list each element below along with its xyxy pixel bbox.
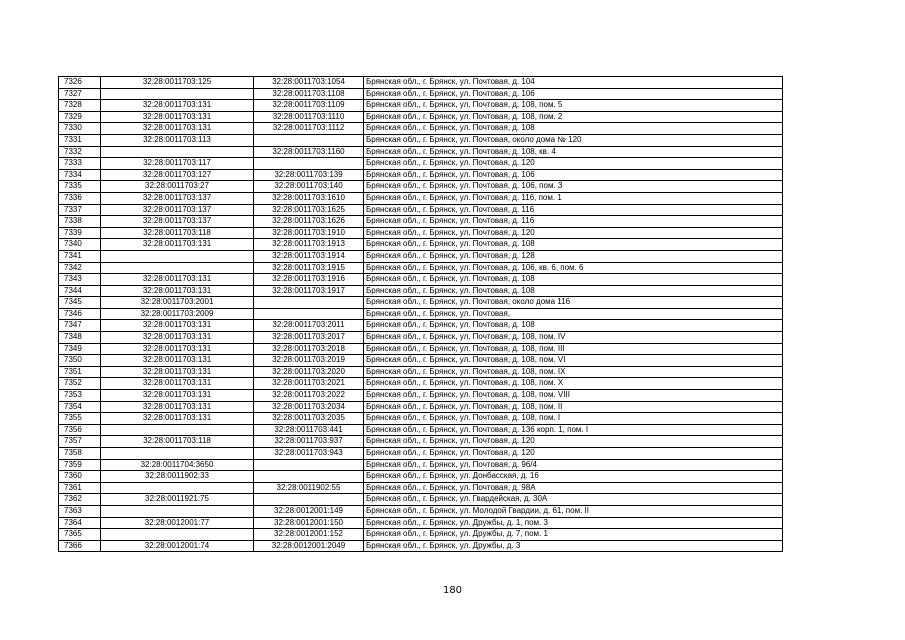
- object-number-cell: 32:28:0012001:150: [254, 517, 364, 529]
- row-number-cell: 7327: [59, 88, 101, 100]
- row-number-cell: 7363: [59, 505, 101, 517]
- object-number-cell: 32:28:0011703:2022: [254, 390, 364, 402]
- row-number-cell: 7366: [59, 540, 101, 552]
- table-row: [59, 308, 783, 320]
- object-number-cell: 32:28:0011703:2018: [254, 343, 364, 355]
- object-number-cell: [254, 471, 364, 483]
- table-row: [59, 343, 783, 355]
- parcel-number-cell: [101, 448, 254, 460]
- object-number-cell: [254, 158, 364, 170]
- row-number-cell: 7335: [59, 181, 101, 193]
- address-cell: Брянская обл., г. Брянск, ул. Почтовая, около дома 116: [364, 297, 783, 309]
- object-number-cell: 32:28:0012001:2049: [254, 540, 364, 552]
- address-cell: Брянская обл., г. Брянск, ул. Почтовая, д. 98А: [364, 482, 783, 494]
- table-row: [59, 239, 783, 251]
- parcel-number-cell: 32:28:0011703:131: [101, 320, 254, 332]
- address-cell: Брянская обл., г. Брянск, ул. Почтовая, д. 116: [364, 204, 783, 216]
- address-cell: Брянская обл., г. Брянск, ул. Почтовая, д. 106, пом. 3: [364, 181, 783, 193]
- address-cell: Брянская обл., г. Брянск, ул. Гвардейская, д. 30А: [364, 494, 783, 506]
- address-cell: Брянская обл., г. Брянск, ул. Почтовая,: [364, 308, 783, 320]
- address-cell: Брянская обл., г. Брянск, ул. Почтовая, д. 120: [364, 436, 783, 448]
- parcel-number-cell: 32:28:0011703:118: [101, 436, 254, 448]
- row-number-cell: 7337: [59, 204, 101, 216]
- object-number-cell: 32:28:0011703:2034: [254, 401, 364, 413]
- parcel-number-cell: 32:28:0011703:131: [101, 390, 254, 402]
- row-number-cell: 7334: [59, 169, 101, 181]
- table-row: [59, 88, 783, 100]
- parcel-number-cell: 32:28:0012001:77: [101, 517, 254, 529]
- parcel-number-cell: 32:28:0011703:131: [101, 413, 254, 425]
- parcel-number-cell: 32:28:0011704:3650: [101, 459, 254, 471]
- row-number-cell: 7344: [59, 285, 101, 297]
- row-number-cell: 7350: [59, 355, 101, 367]
- row-number-cell: 7326: [59, 77, 101, 89]
- table-row: [59, 262, 783, 274]
- table-row: [59, 448, 783, 460]
- address-cell: Брянская обл., г. Брянск, ул. Почтовая, д. 108: [364, 320, 783, 332]
- address-cell: Брянская обл., г. Брянск, ул. Почтовая, д. 108, пом. VI: [364, 355, 783, 367]
- parcel-number-cell: 32:28:0011703:2001: [101, 297, 254, 309]
- row-number-cell: 7351: [59, 366, 101, 378]
- object-number-cell: 32:28:0011703:1109: [254, 100, 364, 112]
- parcel-number-cell: 32:28:0011703:131: [101, 355, 254, 367]
- address-cell: Брянская обл., г. Брянск, ул. Почтовая, д. 120: [364, 158, 783, 170]
- table-row: [59, 424, 783, 436]
- table-row: [59, 378, 783, 390]
- parcel-number-cell: 32:28:0011703:131: [101, 378, 254, 390]
- row-number-cell: 7359: [59, 459, 101, 471]
- address-cell: Брянская обл., г. Брянск, ул. Почтовая, д. 120: [364, 227, 783, 239]
- row-number-cell: 7358: [59, 448, 101, 460]
- parcel-number-cell: [101, 88, 254, 100]
- table-row: [59, 297, 783, 309]
- address-cell: Брянская обл., г. Брянск, ул. Почтовая, д. 106: [364, 88, 783, 100]
- address-cell: Брянская обл., г. Брянск, ул. Донбасская, д. 16: [364, 471, 783, 483]
- address-cell: Брянская обл., г. Брянск, ул. Почтовая, д. 108, пом. VIII: [364, 390, 783, 402]
- address-cell: Брянская обл., г. Брянск, ул. Почтовая, д. 106, кв. 6, пом. 6: [364, 262, 783, 274]
- table-row: [59, 320, 783, 332]
- address-cell: Брянская обл., г. Брянск, ул. Почтовая, д. 136 корп. 1, пом. I: [364, 424, 783, 436]
- row-number-cell: 7361: [59, 482, 101, 494]
- address-cell: Брянская обл., г. Брянск, ул. Почтовая, д. 108, пом. IV: [364, 332, 783, 344]
- address-cell: Брянская обл., г. Брянск, ул. Почтовая, д. 104: [364, 77, 783, 89]
- row-number-cell: 7341: [59, 250, 101, 262]
- row-number-cell: 7342: [59, 262, 101, 274]
- table-row: [59, 146, 783, 158]
- address-cell: Брянская обл., г. Брянск, ул. Почтовая, д. 108: [364, 123, 783, 135]
- table-row: [59, 169, 783, 181]
- table-row: [59, 192, 783, 204]
- parcel-number-cell: 32:28:0011703:27: [101, 181, 254, 193]
- row-number-cell: 7331: [59, 134, 101, 146]
- parcel-number-cell: 32:28:0011703:131: [101, 332, 254, 344]
- parcel-number-cell: 32:28:0011703:131: [101, 100, 254, 112]
- address-cell: Брянская обл., г. Брянск, ул. Дружбы, д. 7, пом. 1: [364, 529, 783, 541]
- table-row: [59, 540, 783, 552]
- table-row: [59, 459, 783, 471]
- object-number-cell: 32:28:0011703:2019: [254, 355, 364, 367]
- object-number-cell: 32:28:0011703:1054: [254, 77, 364, 89]
- parcel-number-cell: 32:28:0011703:113: [101, 134, 254, 146]
- address-cell: Брянская обл., г. Брянск, ул. Почтовая, д. 108, пом. II: [364, 401, 783, 413]
- address-cell: Брянская обл., г. Брянск, ул. Почтовая, д. 108: [364, 285, 783, 297]
- object-number-cell: [254, 297, 364, 309]
- table-row: [59, 482, 783, 494]
- object-number-cell: 32:28:0011703:2020: [254, 366, 364, 378]
- row-number-cell: 7328: [59, 100, 101, 112]
- table-row: [59, 366, 783, 378]
- row-number-cell: 7354: [59, 401, 101, 413]
- table-row: [59, 517, 783, 529]
- table-row: [59, 285, 783, 297]
- parcel-number-cell: 32:28:0011703:2009: [101, 308, 254, 320]
- table-row: [59, 181, 783, 193]
- parcel-number-cell: [101, 529, 254, 541]
- object-number-cell: 32:28:0011703:1112: [254, 123, 364, 135]
- row-number-cell: 7362: [59, 494, 101, 506]
- parcel-number-cell: 32:28:0011703:131: [101, 285, 254, 297]
- object-number-cell: 32:28:0011703:1610: [254, 192, 364, 204]
- row-number-cell: 7347: [59, 320, 101, 332]
- row-number-cell: 7346: [59, 308, 101, 320]
- row-number-cell: 7333: [59, 158, 101, 170]
- parcel-number-cell: 32:28:0011703:131: [101, 111, 254, 123]
- row-number-cell: 7330: [59, 123, 101, 135]
- parcel-number-cell: 32:28:0011703:118: [101, 227, 254, 239]
- row-number-cell: 7356: [59, 424, 101, 436]
- address-cell: Брянская обл., г. Брянск, ул. Дружбы, д. 3: [364, 540, 783, 552]
- object-number-cell: 32:28:0011703:1917: [254, 285, 364, 297]
- object-number-cell: 32:28:0011703:1916: [254, 274, 364, 286]
- row-number-cell: 7364: [59, 517, 101, 529]
- address-cell: Брянская обл., г. Брянск, ул. Почтовая, д. 108: [364, 274, 783, 286]
- address-cell: Брянская обл., г. Брянск, ул. Почтовая, д. 108: [364, 239, 783, 251]
- parcel-number-cell: 32:28:0012001:74: [101, 540, 254, 552]
- row-number-cell: 7349: [59, 343, 101, 355]
- object-number-cell: 32:28:0011703:943: [254, 448, 364, 460]
- row-number-cell: 7343: [59, 274, 101, 286]
- object-number-cell: 32:28:0011703:1915: [254, 262, 364, 274]
- address-cell: Брянская обл., г. Брянск, ул. Молодой Гвардии, д. 61, пом. II: [364, 505, 783, 517]
- object-number-cell: 32:28:0011703:2035: [254, 413, 364, 425]
- row-number-cell: 7355: [59, 413, 101, 425]
- table-row: [59, 332, 783, 344]
- address-cell: Брянская обл., г. Брянск, ул. Почтовая, около дома № 120: [364, 134, 783, 146]
- address-cell: Брянская обл., г. Брянск, ул. Почтовая, д. 116, пом. 1: [364, 192, 783, 204]
- table-row: [59, 355, 783, 367]
- parcel-number-cell: [101, 424, 254, 436]
- parcel-number-cell: 32:28:0011703:125: [101, 77, 254, 89]
- object-number-cell: 32:28:0012001:152: [254, 529, 364, 541]
- table-row: [59, 471, 783, 483]
- parcel-number-cell: [101, 262, 254, 274]
- address-cell: Брянская обл., г. Брянск, ул. Почтовая, д. 108, пом. IX: [364, 366, 783, 378]
- table-row: [59, 123, 783, 135]
- object-number-cell: 32:28:0011703:1160: [254, 146, 364, 158]
- address-cell: Брянская обл., г. Брянск, ул. Почтовая, д. 108, пом. 5: [364, 100, 783, 112]
- row-number-cell: 7353: [59, 390, 101, 402]
- parcel-number-cell: 32:28:0011902:33: [101, 471, 254, 483]
- address-cell: Брянская обл., г. Брянск, ул. Почтовая, д. 108, пом. X: [364, 378, 783, 390]
- parcel-number-cell: [101, 482, 254, 494]
- page-number: 180: [442, 585, 463, 596]
- table-body: [59, 77, 783, 552]
- object-number-cell: [254, 459, 364, 471]
- row-number-cell: 7348: [59, 332, 101, 344]
- table-row: [59, 436, 783, 448]
- object-number-cell: [254, 308, 364, 320]
- object-number-cell: 32:28:0011703:140: [254, 181, 364, 193]
- row-number-cell: 7332: [59, 146, 101, 158]
- parcel-number-cell: 32:28:0011703:131: [101, 366, 254, 378]
- object-number-cell: 32:28:0011703:441: [254, 424, 364, 436]
- address-cell: Брянская обл., г. Брянск, ул. Почтовая, д. 96/4: [364, 459, 783, 471]
- parcel-number-cell: 32:28:0011703:127: [101, 169, 254, 181]
- table-row: [59, 390, 783, 402]
- address-cell: Брянская обл., г. Брянск, ул. Почтовая, д. 108, пом. III: [364, 343, 783, 355]
- row-number-cell: 7329: [59, 111, 101, 123]
- parcel-number-cell: 32:28:0011703:137: [101, 216, 254, 228]
- table-row: [59, 505, 783, 517]
- row-number-cell: 7360: [59, 471, 101, 483]
- object-number-cell: 32:28:0011703:1626: [254, 216, 364, 228]
- parcel-number-cell: 32:28:0011703:137: [101, 192, 254, 204]
- table-row: [59, 100, 783, 112]
- object-number-cell: 32:28:0011703:2021: [254, 378, 364, 390]
- parcel-number-cell: 32:28:0011921:75: [101, 494, 254, 506]
- parcel-number-cell: 32:28:0011703:131: [101, 123, 254, 135]
- address-cell: Брянская обл., г. Брянск, ул. Почтовая, д. 128: [364, 250, 783, 262]
- object-number-cell: [254, 494, 364, 506]
- object-number-cell: 32:28:0011703:1110: [254, 111, 364, 123]
- parcel-number-cell: [101, 250, 254, 262]
- address-cell: Брянская обл., г. Брянск, ул. Почтовая, д. 116: [364, 216, 783, 228]
- object-number-cell: 32:28:0011703:937: [254, 436, 364, 448]
- table-row: [59, 401, 783, 413]
- object-number-cell: 32:28:0011902:55: [254, 482, 364, 494]
- object-number-cell: 32:28:0011703:1913: [254, 239, 364, 251]
- table-row: [59, 77, 783, 89]
- parcel-number-cell: 32:28:0011703:131: [101, 343, 254, 355]
- table-row: [59, 529, 783, 541]
- table-row: [59, 158, 783, 170]
- object-number-cell: 32:28:0011703:1910: [254, 227, 364, 239]
- cadastral-table: [58, 76, 783, 552]
- row-number-cell: 7345: [59, 297, 101, 309]
- object-number-cell: 32:28:0011703:1108: [254, 88, 364, 100]
- address-cell: Брянская обл., г. Брянск, ул. Почтовая, д. 120: [364, 448, 783, 460]
- address-cell: Брянская обл., г. Брянск, ул. Почтовая, д. 106: [364, 169, 783, 181]
- object-number-cell: 32:28:0011703:139: [254, 169, 364, 181]
- object-number-cell: 32:28:0011703:2017: [254, 332, 364, 344]
- parcel-number-cell: [101, 505, 254, 517]
- table-row: [59, 274, 783, 286]
- row-number-cell: 7352: [59, 378, 101, 390]
- address-cell: Брянская обл., г. Брянск, ул. Почтовая, д. 108, пом. 2: [364, 111, 783, 123]
- table-row: [59, 250, 783, 262]
- row-number-cell: 7365: [59, 529, 101, 541]
- address-cell: Брянская обл., г. Брянск, ул. Почтовая, д. 108, кв. 4: [364, 146, 783, 158]
- object-number-cell: 32:28:0012001:149: [254, 505, 364, 517]
- row-number-cell: 7336: [59, 192, 101, 204]
- row-number-cell: 7340: [59, 239, 101, 251]
- table-row: [59, 204, 783, 216]
- object-number-cell: 32:28:0011703:1914: [254, 250, 364, 262]
- row-number-cell: 7339: [59, 227, 101, 239]
- table-row: [59, 134, 783, 146]
- row-number-cell: 7357: [59, 436, 101, 448]
- table-row: [59, 227, 783, 239]
- object-number-cell: 32:28:0011703:1625: [254, 204, 364, 216]
- row-number-cell: 7338: [59, 216, 101, 228]
- parcel-number-cell: 32:28:0011703:117: [101, 158, 254, 170]
- parcel-number-cell: 32:28:0011703:137: [101, 204, 254, 216]
- parcel-number-cell: 32:28:0011703:131: [101, 401, 254, 413]
- table-row: [59, 111, 783, 123]
- table-row: [59, 413, 783, 425]
- parcel-number-cell: 32:28:0011703:131: [101, 239, 254, 251]
- object-number-cell: [254, 134, 364, 146]
- address-cell: Брянская обл., г. Брянск, ул. Почтовая, д. 108, пом. I: [364, 413, 783, 425]
- table-row: [59, 216, 783, 228]
- object-number-cell: 32:28:0011703:2011: [254, 320, 364, 332]
- table-row: [59, 494, 783, 506]
- parcel-number-cell: 32:28:0011703:131: [101, 274, 254, 286]
- address-cell: Брянская обл., г. Брянск, ул. Дружбы, д. 1, пом. 3: [364, 517, 783, 529]
- parcel-number-cell: [101, 146, 254, 158]
